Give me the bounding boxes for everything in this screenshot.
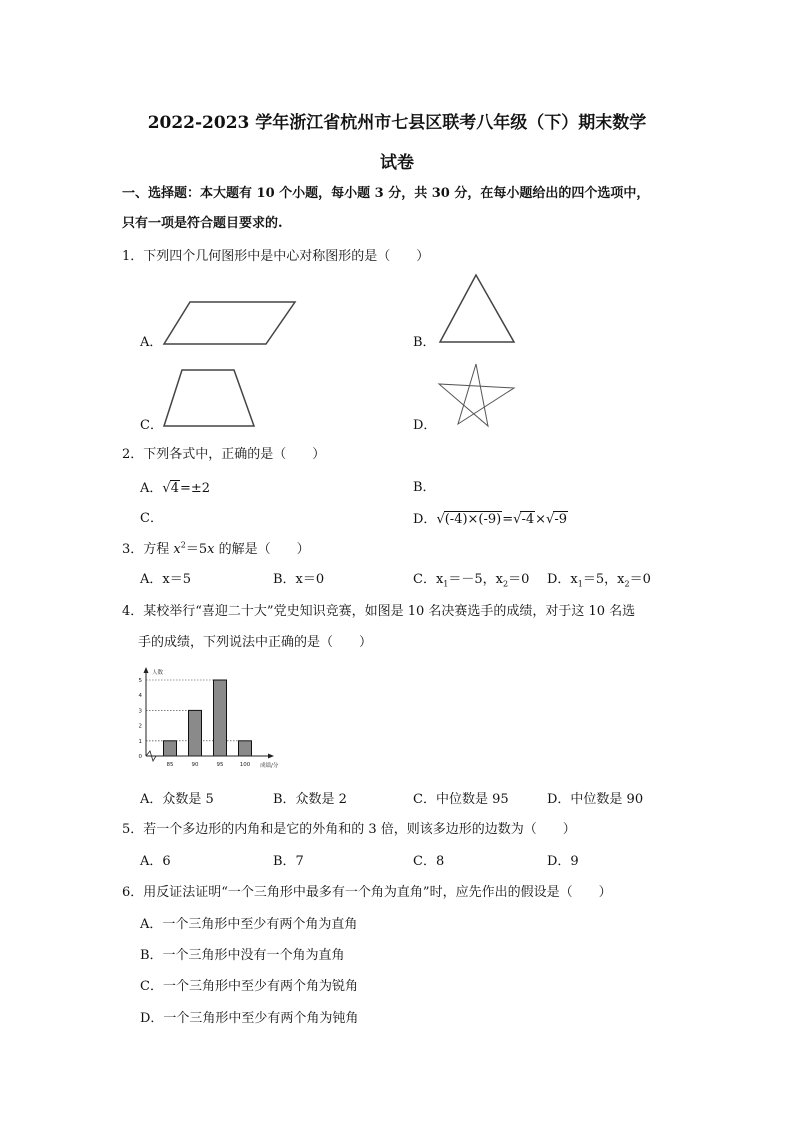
document-title-line1: 2022-2023 学年浙江省杭州市七县区联考八年级（下）期末数学	[147, 113, 647, 133]
q3-option-a: A．x＝5	[140, 572, 191, 587]
q1-stem: 1．下列四个几何图形中是中心对称图形的是（ ）	[122, 249, 430, 264]
q1-trapezoid-figure	[160, 366, 260, 430]
q3-stem: 3．方程 $x^2=5x$ 的解是（ ）	[122, 540, 310, 557]
q2-option-a: A．√4=±2	[140, 481, 211, 496]
q3-option-d: D．$x_1=5$，$x_2=0$	[547, 572, 651, 589]
y-axis-label: 人数	[152, 670, 164, 676]
x-tick-label: 90	[191, 762, 199, 768]
bar-95	[214, 680, 227, 756]
q1-option-b-label: B．	[413, 335, 436, 350]
x-axis-label: 成绩/分	[260, 763, 279, 769]
bar-85	[164, 741, 177, 756]
q4-stem-line2: 手的成绩，下列说法中正确的是（ ）	[138, 635, 373, 650]
y-tick-label: 5	[138, 678, 142, 684]
q3-option-c: C．$x_1=-5$，$x_2=0$	[413, 572, 530, 589]
q4-option-b: B．众数是 2	[273, 792, 347, 807]
q4-option-c: C．中位数是 95	[413, 792, 509, 807]
q1-triangle-figure	[436, 272, 520, 348]
q5-option-c: C．8	[413, 854, 445, 869]
y-tick-label: 0	[138, 754, 142, 760]
y-tick-label: 1	[138, 738, 142, 745]
q5-option-d: D．9	[547, 854, 579, 869]
bar-90	[189, 710, 202, 756]
x-tick-label: 95	[216, 762, 224, 768]
bar-100	[239, 741, 252, 756]
q1-option-a-label: A．	[140, 335, 163, 350]
q6-option-d: D．一个三角形中至少有两个角为钝角	[140, 1011, 359, 1026]
q2-stem: 2．下列各式中，正确的是（ ）	[122, 447, 326, 462]
q6-stem: 6．用反证法证明“一个三角形中最多有一个角为直角”时，应先作出的假设是（ ）	[122, 885, 612, 900]
q2-option-d: D．√(-4)×(-9)=√-4×√-9	[413, 512, 567, 527]
x-tick-label: 100	[239, 762, 251, 768]
q1-parallelogram-figure	[160, 300, 300, 350]
y-tick-label: 2	[138, 723, 142, 730]
q2-option-c: C．	[140, 511, 163, 526]
q1-pentagram-figure	[436, 358, 520, 430]
q6-option-a: A．一个三角形中至少有两个角为直角	[140, 917, 358, 932]
q1-option-d-label: D．	[413, 418, 437, 433]
q4-stem-line1: 4．某校举行“喜迎二十大”党史知识竞赛，如图是 10 名决赛选手的成绩，对于这 10 名选	[122, 604, 636, 619]
q4-bar-chart	[138, 664, 298, 776]
q5-stem: 5．若一个多边形的内角和是它的外角和的 3 倍，则该多边形的边数为（ ）	[122, 822, 576, 837]
q1-option-c-label: C．	[140, 418, 163, 433]
y-tick-label: 3	[138, 708, 142, 715]
q2-option-b: B．	[413, 480, 436, 495]
y-tick-label: 4	[138, 693, 142, 700]
section-header-line1: 一、选择题：本大题有 10 个小题，每小题 3 分，共 30 分，在每小题给出的四个选项中，	[122, 186, 650, 201]
q4-option-d: D．中位数是 90	[547, 792, 644, 807]
q3-option-b: B．x＝0	[273, 572, 325, 587]
q6-option-b: B．一个三角形中没有一个角为直角	[140, 948, 345, 963]
document-title-line2: 试卷	[380, 153, 414, 173]
q5-option-a: A．6	[140, 854, 171, 869]
q5-option-b: B．7	[273, 854, 304, 869]
q4-option-a: A．众数是 5	[140, 792, 214, 807]
q6-option-c: C．一个三角形中至少有两个角为锐角	[140, 979, 358, 994]
x-tick-label: 85	[166, 762, 174, 768]
section-header-line2: 只有一项是符合题目要求的.	[122, 216, 283, 231]
